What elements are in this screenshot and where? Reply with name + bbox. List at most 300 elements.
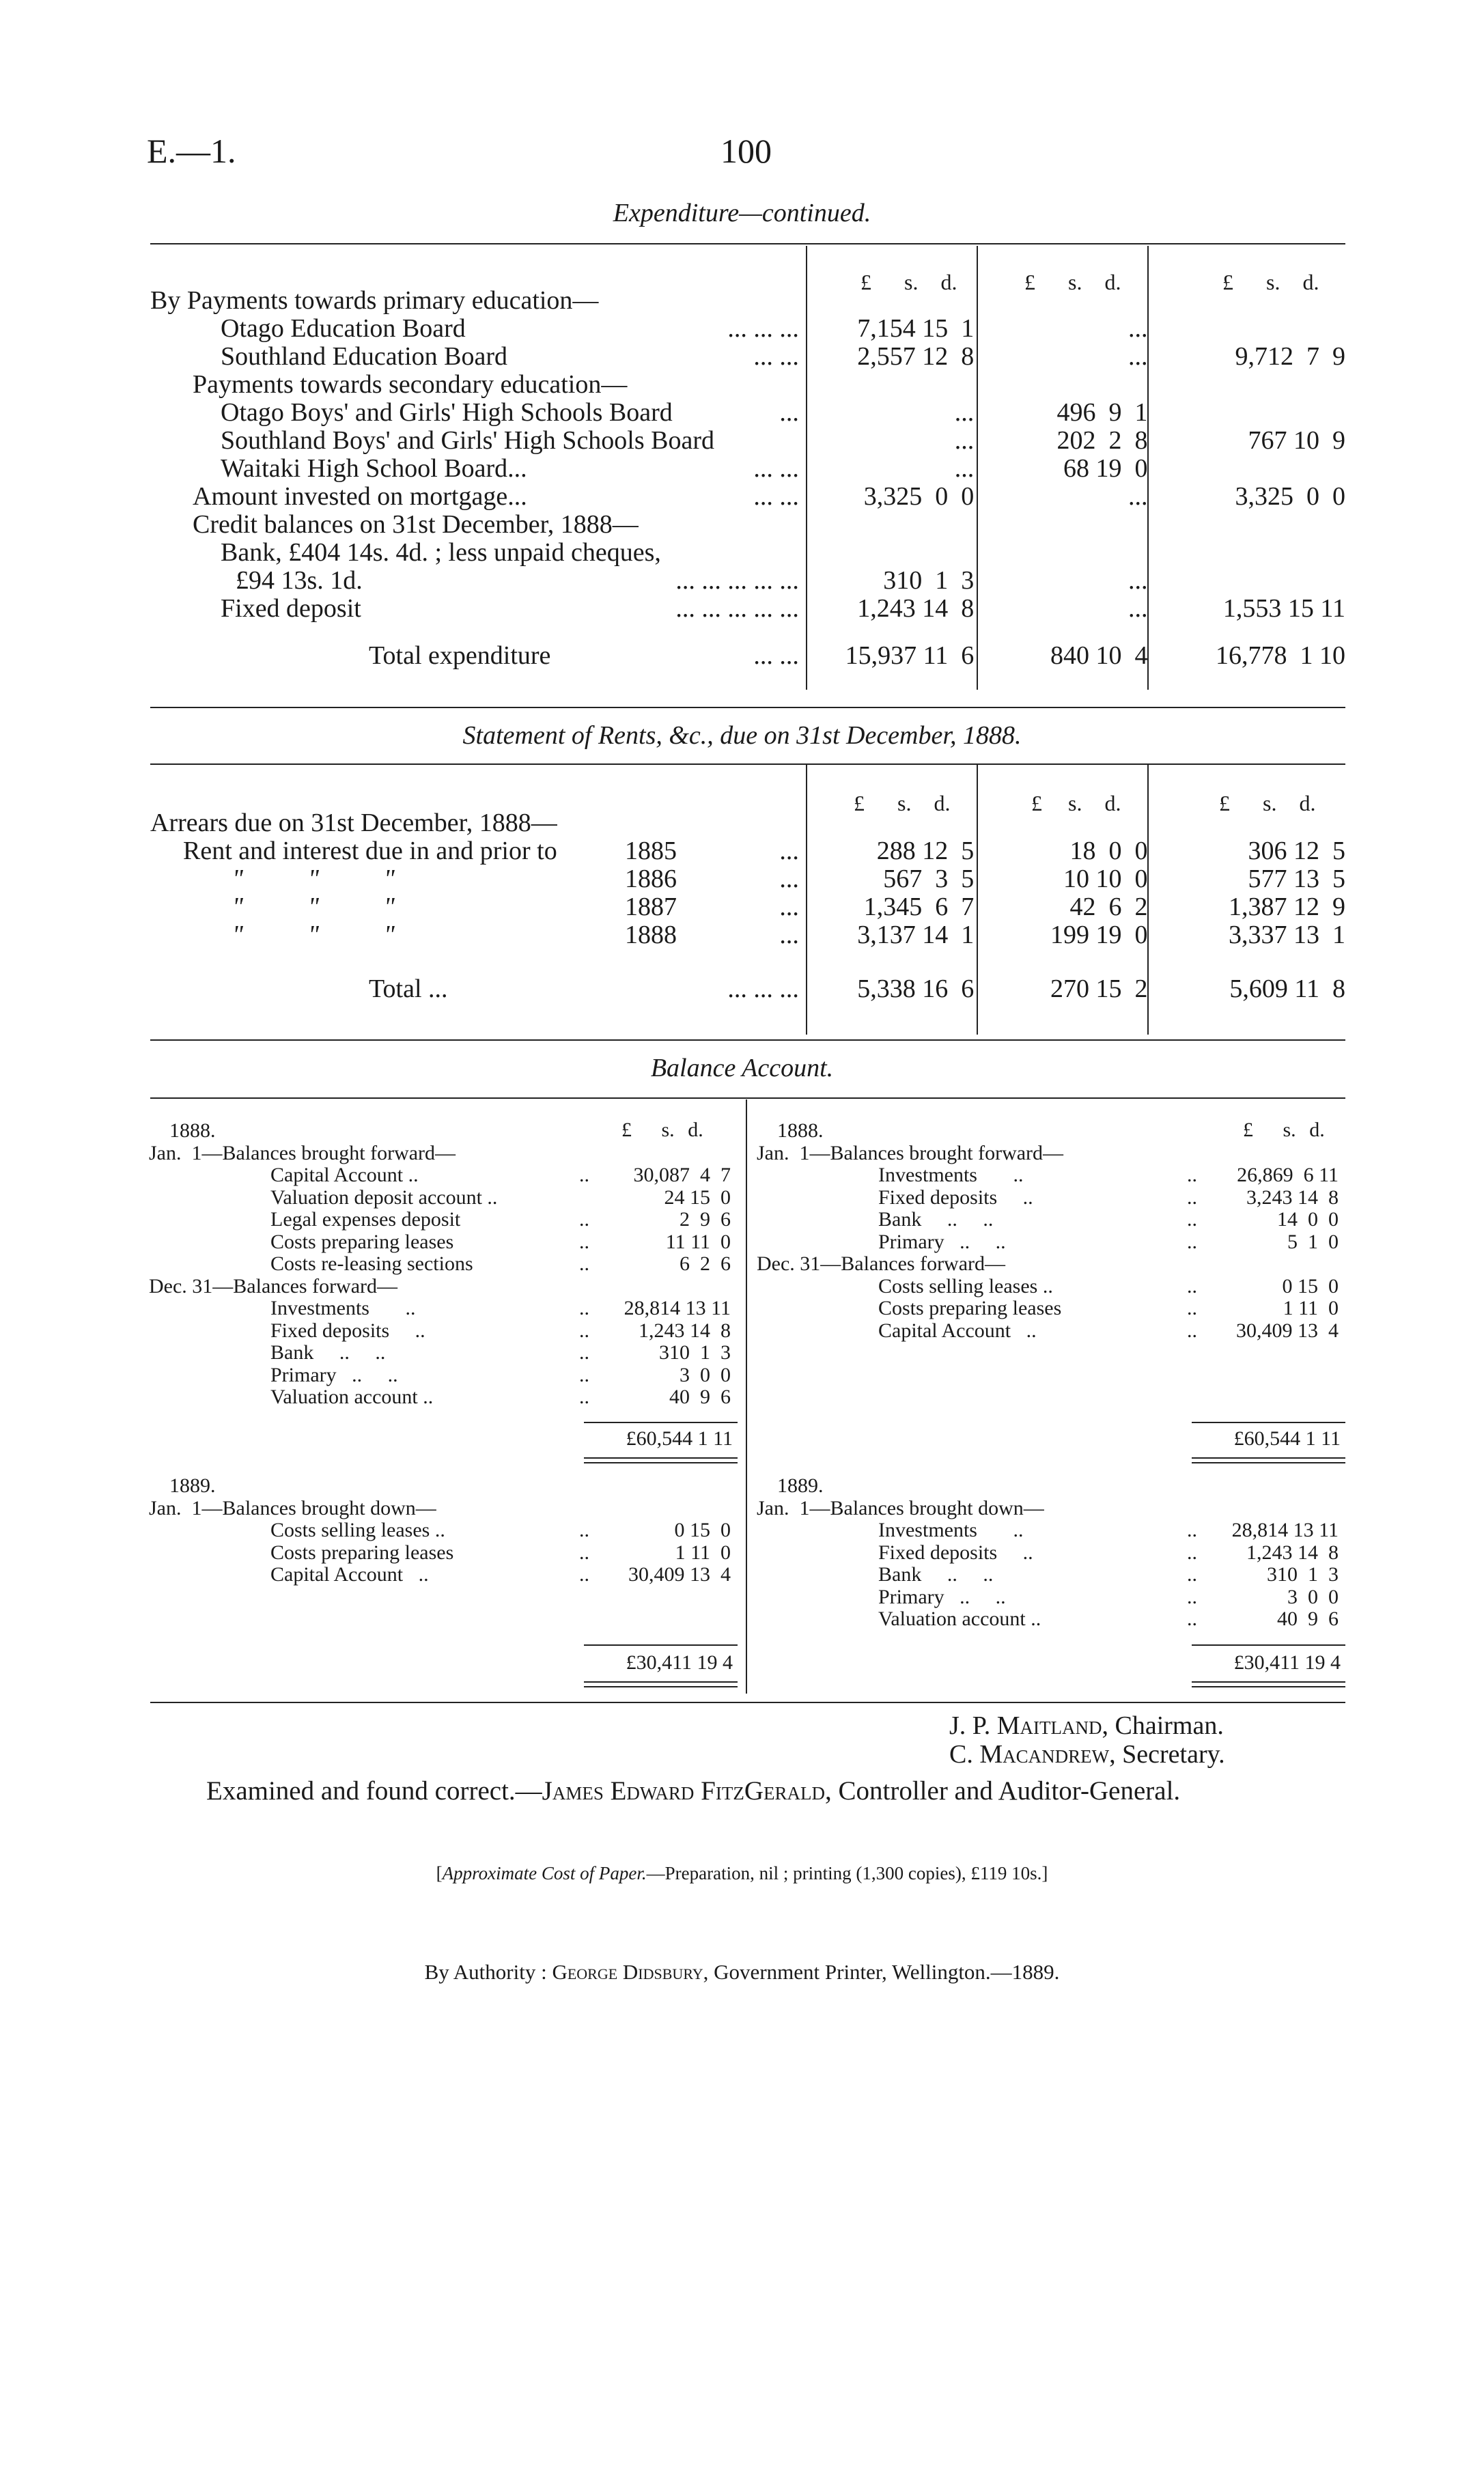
- expenditure-total-row: [150, 642, 1345, 670]
- balance-right-pound-head: £: [1243, 1119, 1253, 1141]
- row-label-text: Waitaki High School Board...: [221, 454, 527, 483]
- expenditure-row: [150, 595, 1345, 623]
- expenditure-col2-value: 202 2 8: [1056, 426, 1148, 455]
- expenditure-col2-value: ...: [1128, 314, 1148, 343]
- balance-center-rule: [746, 1099, 747, 1694]
- expenditure-row: [150, 315, 1345, 343]
- balance-amount: 3 0 0: [680, 1363, 731, 1386]
- balance-row: [757, 1564, 1344, 1586]
- expenditure-row-label: [150, 511, 806, 539]
- expenditure-top-rule: [150, 243, 1345, 244]
- rents-col2-value: 199 19 0: [1050, 921, 1148, 949]
- rents-row: [150, 921, 1345, 949]
- rents-total-leader-dots: ... ... ...: [727, 974, 799, 1003]
- balance-date-label: Dec. 31—Balances forward—: [149, 1274, 398, 1298]
- rents-total-label-text: Total ...: [369, 974, 448, 1003]
- expenditure-row-label: [150, 539, 806, 567]
- left-top-double-rule: [584, 1457, 738, 1463]
- expenditure-row-label: [150, 595, 806, 623]
- balance-row: [757, 1276, 1344, 1298]
- balance-row: [149, 1209, 736, 1231]
- expenditure-row-label: [150, 567, 806, 595]
- expenditure-row-label: [150, 287, 806, 315]
- balance-item-label: Bank .. ..: [270, 1341, 386, 1364]
- chairman-initials: J. P.: [949, 1711, 997, 1740]
- expenditure-col1-value: [806, 287, 979, 315]
- rents-year: 1888: [625, 921, 677, 949]
- rents-col3-value: 306 12 5: [1248, 837, 1345, 865]
- balance-item-label: Investments ..: [878, 1164, 1024, 1186]
- balance-leader-dots: ..: [1187, 1164, 1197, 1186]
- balance-leader-dots: ..: [1187, 1230, 1197, 1253]
- rents-table: [150, 809, 1345, 1003]
- rents-label-text: " " ": [232, 865, 395, 893]
- balance-leader-dots: ..: [579, 1164, 589, 1186]
- balance-right-shilling-head: s.: [1283, 1119, 1296, 1141]
- balance-amount: 310 1 3: [659, 1341, 731, 1364]
- balance-leader-dots: [1187, 1498, 1221, 1520]
- expenditure-col3-value: [1153, 399, 1345, 427]
- col3-pound-head: £: [1222, 270, 1233, 294]
- rents-col2-value: [979, 809, 1153, 837]
- examined-prefix: Examined and found correct.—: [206, 1776, 542, 1806]
- balance-item-label: Fixed deposits ..: [878, 1541, 1033, 1564]
- balance-leader-dots: ..: [579, 1230, 589, 1253]
- balance-leader-dots: ..: [1187, 1208, 1197, 1231]
- expenditure-col1-value: 2,557 12 8: [857, 342, 975, 371]
- chairman-name: Maitland: [996, 1711, 1102, 1740]
- balance-row: [149, 1475, 736, 1498]
- rents-col3-pound-head: £: [1219, 791, 1230, 815]
- right-bottom-total: £30,411 19 4: [1233, 1651, 1341, 1674]
- row-label-text: Southland Education Board: [221, 342, 508, 371]
- balance-row: [757, 1519, 1344, 1542]
- examined-name: James Edward FitzGerald: [542, 1776, 825, 1806]
- cost-note-italic: Approximate Cost of Paper.: [442, 1863, 647, 1883]
- spacer-cell: [150, 623, 806, 642]
- balance-leader-dots: ..: [579, 1341, 589, 1364]
- rents-col1-pound-head: £: [854, 791, 865, 815]
- balance-amount: 5 1 0: [1287, 1230, 1339, 1253]
- balance-leader-dots: ..: [1187, 1541, 1197, 1564]
- balance-row: [149, 1519, 736, 1542]
- balance-item-label: Capital Account ..: [270, 1164, 419, 1186]
- balance-left-shilling-head: s.: [661, 1119, 675, 1141]
- balance-row: [149, 1187, 736, 1209]
- balance-leader-dots: ..: [1187, 1608, 1197, 1630]
- expenditure-row: [150, 483, 1345, 511]
- balance-row: [757, 1586, 1344, 1609]
- balance-amount: 3,243 14 8: [1246, 1186, 1339, 1209]
- balance-item-label: Capital Account ..: [878, 1319, 1037, 1342]
- balance-leader-dots: ..: [579, 1319, 589, 1342]
- balance-amount: 14 0 0: [1277, 1208, 1339, 1231]
- rents-total-label: [150, 975, 806, 1003]
- balance-leader-dots: ..: [579, 1519, 589, 1541]
- balance-leader-dots: [1187, 1120, 1221, 1142]
- balance-amount: 40 9 6: [1277, 1608, 1339, 1630]
- balance-row: [757, 1298, 1344, 1320]
- balance-leader-dots: ..: [579, 1208, 589, 1231]
- balance-date-label: 1889.: [169, 1474, 216, 1497]
- balance-row: [757, 1187, 1344, 1209]
- balance-leader-dots: ..: [1187, 1563, 1197, 1586]
- expenditure-col3-value: [1153, 287, 1345, 315]
- expenditure-col2-value: 496 9 1: [1056, 398, 1148, 427]
- expenditure-col2-value: ...: [1128, 594, 1148, 623]
- balance-amount: [613, 1475, 736, 1498]
- document-code: E.—1.: [147, 132, 236, 170]
- row-label-text: Fixed deposit: [221, 594, 361, 623]
- balance-row: [149, 1342, 736, 1364]
- balance-row: [149, 1298, 736, 1320]
- balance-amount: [1221, 1253, 1344, 1276]
- spacer-cell: [150, 949, 806, 975]
- right-top-double-rule: [1192, 1457, 1345, 1463]
- balance-amount: 0 15 0: [1282, 1274, 1339, 1298]
- balance-item-label: Bank .. ..: [878, 1208, 994, 1231]
- balance-date-label: Jan. 1—Balances brought down—: [149, 1496, 436, 1519]
- balance-row: [757, 1142, 1344, 1165]
- expenditure-row: [150, 343, 1345, 371]
- balance-row: [757, 1253, 1344, 1276]
- balance-date-label: 1888.: [169, 1119, 216, 1142]
- row-leader-dots: ... ...: [753, 482, 799, 511]
- balance-title: Balance Account.: [650, 1054, 834, 1082]
- expenditure-col3-value: [1153, 315, 1345, 343]
- rents-col3-value: 577 13 5: [1248, 865, 1345, 893]
- row-label-text: Otago Education Board: [221, 314, 466, 343]
- col1-pound-head: £: [860, 270, 871, 294]
- rents-top-rule: [150, 763, 1345, 765]
- balance-item-label: Primary .. ..: [878, 1585, 1006, 1608]
- rents-year: 1887: [625, 893, 677, 921]
- expenditure-col3-value: 9,712 7 9: [1235, 342, 1345, 371]
- balance-date-label: Jan. 1—Balances brought down—: [757, 1496, 1044, 1519]
- balance-leader-dots: ..: [579, 1252, 589, 1275]
- balance-amount: 1 11 0: [675, 1541, 731, 1564]
- expenditure-total-col2: 840 10 4: [1050, 641, 1148, 670]
- right-top-total: £60,544 1 11: [1233, 1427, 1341, 1450]
- balance-item-label: Costs selling leases ..: [878, 1274, 1053, 1298]
- row-leader-dots: ...: [779, 398, 799, 427]
- balance-item-label: Fixed deposits ..: [270, 1319, 425, 1342]
- expenditure-col1-value: 7,154 15 1: [857, 314, 975, 343]
- rents-col3-value: [1153, 809, 1345, 837]
- rents-leader-dots: ...: [779, 865, 799, 893]
- balance-row: [757, 1231, 1344, 1254]
- balance-amount: 11 11 0: [665, 1230, 731, 1253]
- balance-left-pound-head: £: [621, 1119, 632, 1141]
- expenditure-col2-value: ...: [1128, 482, 1148, 511]
- expenditure-col2-value: [979, 287, 1153, 315]
- balance-row: [149, 1542, 736, 1565]
- secretary-name: Macandrew: [979, 1740, 1110, 1769]
- balance-date-label: Jan. 1—Balances brought forward—: [149, 1141, 456, 1164]
- col1-shilling-head: s.: [904, 270, 919, 294]
- balance-item-label: Investments ..: [878, 1519, 1024, 1541]
- expenditure-row: [150, 455, 1345, 483]
- rents-row: [150, 865, 1345, 893]
- balance-right-bottom: [757, 1475, 1344, 1631]
- examined-role: , Controller and Auditor-General.: [825, 1776, 1181, 1806]
- expenditure-row-label: [150, 427, 806, 455]
- expenditure-row: [150, 539, 1345, 567]
- col2-pence-head: d.: [1104, 270, 1121, 294]
- secretary-signature: [949, 1739, 1225, 1769]
- balance-leader-dots: [579, 1142, 613, 1165]
- rents-leader-dots: ...: [779, 837, 799, 865]
- expenditure-title-italic: Expenditure: [613, 199, 740, 227]
- balance-amount: 28,814 13 11: [1231, 1519, 1339, 1541]
- balance-item-label: Costs re-leasing sections: [270, 1252, 473, 1275]
- balance-amount: [1221, 1142, 1344, 1165]
- balance-date-label: 1889.: [777, 1474, 824, 1497]
- expenditure-col1-value: 1,243 14 8: [857, 594, 975, 623]
- balance-row: [149, 1120, 736, 1142]
- balance-amount: 24 15 0: [664, 1186, 731, 1209]
- balance-item-label: Costs preparing leases: [270, 1230, 454, 1253]
- balance-row: [149, 1164, 736, 1187]
- row-leader-dots: ... ...: [753, 454, 799, 483]
- expenditure-bottom-rule: [150, 707, 1345, 708]
- rents-col3-value: 3,337 13 1: [1229, 921, 1345, 949]
- balance-item-label: Costs preparing leases: [878, 1297, 1062, 1319]
- authority-line: [0, 1960, 1484, 1985]
- expenditure-col3-value: 767 10 9: [1248, 426, 1345, 455]
- balance-amount: [1221, 1498, 1344, 1520]
- row-label-text: By Payments towards primary education—: [150, 286, 599, 315]
- balance-amount: [613, 1120, 736, 1142]
- expenditure-row: [150, 371, 1345, 399]
- rents-year: 1885: [625, 837, 677, 865]
- expenditure-col3-value: [1153, 567, 1345, 595]
- expenditure-row-label: [150, 399, 806, 427]
- balance-leader-dots: ..: [579, 1297, 589, 1319]
- balance-amount: 1,243 14 8: [639, 1319, 731, 1342]
- rents-label-text: Rent and interest due in and prior to: [183, 837, 557, 865]
- balance-row: [149, 1320, 736, 1343]
- col2-shilling-head: s.: [1068, 270, 1082, 294]
- expenditure-title-rest: —continued.: [739, 199, 871, 227]
- rents-col1-shilling-head: s.: [897, 791, 912, 815]
- balance-right-top: [757, 1120, 1344, 1342]
- expenditure-row-label: [150, 371, 806, 399]
- row-leader-dots: ... ... ...: [727, 314, 799, 343]
- balance-row: [149, 1231, 736, 1254]
- balance-item-label: Costs preparing leases: [270, 1541, 454, 1564]
- balance-item-label: Legal expenses deposit: [270, 1208, 461, 1231]
- balance-amount: [613, 1498, 736, 1520]
- balance-item-label: Primary .. ..: [270, 1363, 398, 1386]
- rents-col3-value: 1,387 12 9: [1229, 893, 1345, 921]
- row-label-text: Credit balances on 31st December, 1888—: [193, 510, 639, 539]
- balance-left-pence-head: d.: [688, 1119, 703, 1141]
- left-bottom-total: £30,411 19 4: [626, 1651, 733, 1674]
- balance-row: [757, 1498, 1344, 1520]
- expenditure-row: [150, 287, 1345, 315]
- rents-label-text: Arrears due on 31st December, 1888—: [150, 809, 557, 837]
- authority-rest: , Government Printer, Wellington.—1889.: [703, 1960, 1060, 1984]
- rents-col2-value: 10 10 0: [1063, 865, 1148, 893]
- rents-col1-pence-head: d.: [934, 791, 951, 815]
- rents-row-label: [150, 893, 806, 921]
- rents-col1-value: 1,345 6 7: [863, 893, 975, 921]
- expenditure-row-label: [150, 343, 806, 371]
- balance-right-pence-head: d.: [1309, 1119, 1325, 1141]
- expenditure-col2-value: [979, 371, 1153, 399]
- total-leader-dots: ... ...: [753, 641, 799, 670]
- rents-title: Statement of Rents, &c., due on 31st December, 1888.: [462, 721, 1022, 750]
- balance-leader-dots: [579, 1475, 613, 1498]
- balance-leader-dots: [1187, 1142, 1221, 1165]
- rents-total-col1: 5,338 16 6: [857, 974, 975, 1003]
- rents-col3-shilling-head: s.: [1263, 791, 1277, 815]
- expenditure-col3-value: [1153, 539, 1345, 567]
- row-label-text: Southland Boys' and Girls' High Schools Board: [221, 426, 715, 455]
- rents-leader-dots: ...: [779, 893, 799, 921]
- secretary-role: , Secretary.: [1109, 1740, 1225, 1769]
- cost-note: [Approximate Cost of Paper.—Preparation, nil ; printing (1,300 copies), £119 10s.]: [436, 1863, 1048, 1883]
- expenditure-title: [0, 198, 1484, 228]
- chairman-signature: [949, 1711, 1224, 1741]
- balance-item-label: Costs selling leases ..: [270, 1519, 445, 1541]
- rents-col1-value: 567 3 5: [883, 865, 975, 893]
- balance-row: [149, 1386, 736, 1409]
- expenditure-col1-value: [806, 371, 979, 399]
- expenditure-col1-value: ...: [954, 426, 975, 455]
- rents-col2-pound-head: £: [1031, 791, 1042, 815]
- balance-leader-dots: ..: [579, 1386, 589, 1408]
- col1-pence-head: d.: [940, 270, 957, 294]
- balance-row: [149, 1142, 736, 1165]
- balance-item-label: Valuation deposit account ..: [270, 1186, 498, 1209]
- balance-leader-dots: [579, 1120, 613, 1142]
- row-label-text: Amount invested on mortgage...: [193, 482, 527, 511]
- balance-amount: 30,409 13 4: [1236, 1319, 1339, 1342]
- expenditure-row: [150, 567, 1345, 595]
- balance-amount: [613, 1142, 736, 1165]
- balance-leader-dots: [1187, 1475, 1221, 1498]
- expenditure-row: [150, 427, 1345, 455]
- secretary-initials: C.: [949, 1740, 980, 1769]
- expenditure-col1-value: [806, 539, 979, 567]
- col3-shilling-head: s.: [1266, 270, 1280, 294]
- balance-amount: 28,814 13 11: [624, 1297, 731, 1319]
- expenditure-col1-value: 310 1 3: [883, 566, 975, 595]
- balance-row: [149, 1498, 736, 1520]
- balance-date-label: 1888.: [777, 1119, 824, 1142]
- expenditure-col1-value: 3,325 0 0: [863, 482, 975, 511]
- rents-row-label: [150, 809, 806, 837]
- balance-row: [149, 1564, 736, 1586]
- expenditure-total-label: [150, 642, 806, 670]
- right-bottom-total-rule: [1192, 1644, 1345, 1646]
- balance-leader-dots: [579, 1498, 613, 1520]
- row-label-text: £94 13s. 1d.: [236, 566, 363, 595]
- rents-leader-dots: ...: [779, 921, 799, 949]
- col3-pence-head: d.: [1302, 270, 1319, 294]
- authority-prefix: By Authority :: [424, 1960, 552, 1984]
- balance-date-label: Dec. 31—Balances forward—: [757, 1252, 1006, 1275]
- rents-col1-value: 288 12 5: [876, 837, 975, 865]
- rents-row-label: [150, 921, 806, 949]
- balance-leader-dots: ..: [1187, 1297, 1197, 1319]
- rents-row: [150, 893, 1345, 921]
- balance-row: [149, 1364, 736, 1387]
- expenditure-total-col1: 15,937 11 6: [845, 641, 975, 670]
- balance-item-label: Primary .. ..: [878, 1230, 1006, 1253]
- balance-item-label: Capital Account ..: [270, 1563, 429, 1586]
- expenditure-row-label: [150, 455, 806, 483]
- left-top-total-rule: [584, 1422, 738, 1423]
- row-leader-dots: ... ... ... ... ...: [675, 594, 799, 623]
- expenditure-row: [150, 399, 1345, 427]
- rents-col2-pence-head: d.: [1104, 791, 1121, 815]
- rents-spacer: [150, 949, 1345, 975]
- balance-amount: 1 11 0: [1283, 1297, 1339, 1319]
- authority-name: George Didsbury: [552, 1960, 703, 1984]
- expenditure-row: [150, 511, 1345, 539]
- balance-row: [757, 1209, 1344, 1231]
- balance-leader-dots: ..: [579, 1363, 589, 1386]
- expenditure-row-label: [150, 315, 806, 343]
- expenditure-col2-value: [979, 511, 1153, 539]
- balance-leader-dots: [579, 1187, 613, 1209]
- rents-total-col3: 5,609 11 8: [1229, 974, 1345, 1003]
- balance-row: [757, 1120, 1344, 1142]
- row-leader-dots: ... ... ... ... ...: [675, 566, 799, 595]
- rents-row: [150, 809, 1345, 837]
- rents-col2-shilling-head: s.: [1068, 791, 1082, 815]
- right-bottom-double-rule: [1192, 1681, 1345, 1687]
- expenditure-col3-value: [1153, 371, 1345, 399]
- rents-col2-value: 42 6 2: [1069, 893, 1148, 921]
- expenditure-col3-value: [1153, 455, 1345, 483]
- balance-amount: [1221, 1120, 1344, 1142]
- balance-row: [757, 1542, 1344, 1565]
- rents-label-text: " " ": [232, 893, 395, 921]
- rents-col1-value: 3,137 14 1: [857, 921, 975, 949]
- expenditure-spacer: [150, 623, 1345, 642]
- left-bottom-double-rule: [584, 1681, 738, 1687]
- rents-total-col2: 270 15 2: [1050, 974, 1148, 1003]
- balance-item-label: Bank .. ..: [878, 1563, 994, 1586]
- expenditure-col2-value: ...: [1128, 342, 1148, 371]
- balance-row: [757, 1608, 1344, 1631]
- expenditure-row-label: [150, 483, 806, 511]
- rents-bottom-rule: [150, 1039, 1345, 1041]
- chairman-role: , Chairman.: [1102, 1711, 1224, 1740]
- balance-amount: 26,869 6 11: [1237, 1164, 1339, 1186]
- balance-amount: 30,087 4 7: [633, 1164, 731, 1186]
- rents-col2-value: 18 0 0: [1069, 837, 1148, 865]
- balance-leader-dots: [579, 1276, 613, 1298]
- row-label-text: Payments towards secondary education—: [193, 370, 628, 399]
- balance-row: [757, 1320, 1344, 1343]
- page-number: 100: [720, 132, 772, 170]
- balance-amount: 40 9 6: [669, 1386, 731, 1408]
- balance-amount: 0 15 0: [674, 1519, 731, 1541]
- examined-line: [206, 1776, 1180, 1806]
- rents-row-label: [150, 837, 806, 865]
- total-label-text: Total expenditure: [369, 641, 551, 670]
- balance-left-bottom: [149, 1475, 736, 1586]
- balance-leader-dots: ..: [579, 1541, 589, 1564]
- rents-row-label: [150, 865, 806, 893]
- balance-leader-dots: ..: [1187, 1585, 1197, 1608]
- expenditure-col3-value: [1153, 511, 1345, 539]
